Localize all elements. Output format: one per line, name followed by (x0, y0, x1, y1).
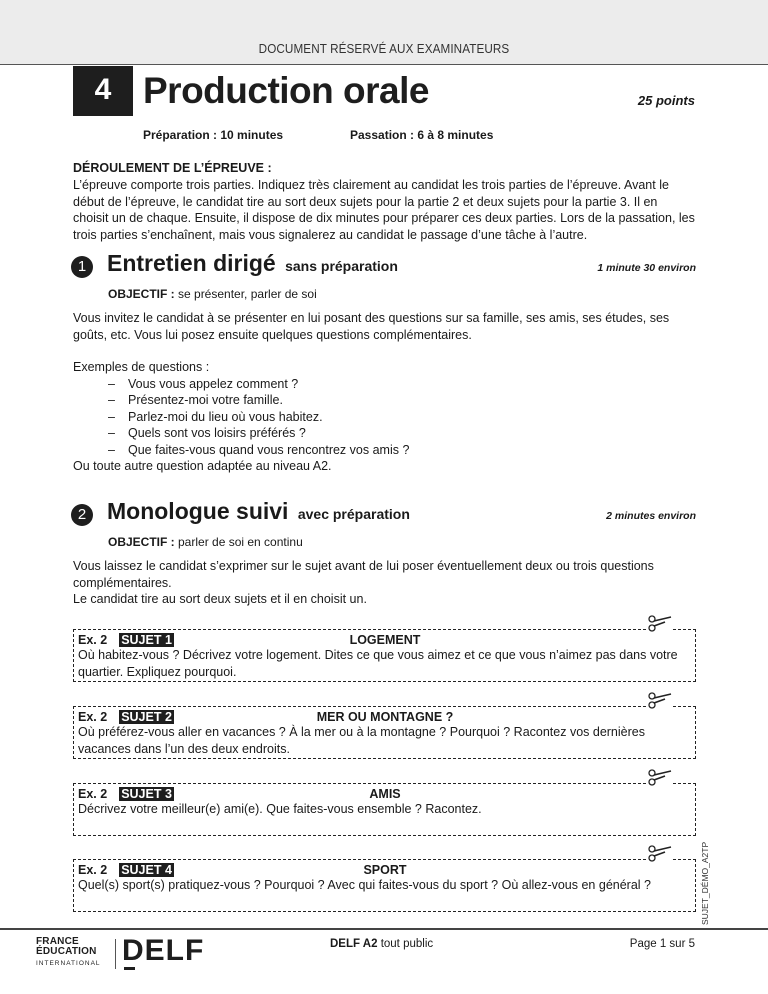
scissors-icon (647, 691, 673, 709)
sujet-card-2 (73, 706, 696, 759)
scissors-icon (647, 768, 673, 786)
delf-logo: DELF (122, 934, 205, 967)
footer-exam-label (330, 938, 433, 950)
section-subtitle: sans préparation (285, 258, 398, 274)
top-band (0, 0, 768, 65)
sujet-text: Où préférez-vous aller en vacances ? À la mer ou à la montagne ? Pourquoi ? Racontez vos dernières vacances dans l’un des deux endroits. (78, 725, 645, 756)
sujet-badge: SUJET 2 (121, 710, 172, 724)
deroulement-text: L’épreuve comporte trois parties. Indiquez très clairement au candidat les trois parties de l’épreuve. Avant le début de l’épreuve, le candidat tire au sort deux sujets pour la partie 2 et deux sujets pour la partie 3. Il en choisit un de chaque. Ensuite, il dispose de dix minutes pour préparer ces deux parties. Lors de la passation, les trois parties s’enchaînent, mais vous signalerez au candidat le passage d’une tâche à l’autre. (73, 178, 695, 242)
exercise-label: Ex. 2 (78, 863, 108, 877)
section-title-text: Entretien dirigé (107, 250, 276, 276)
sujet-text: Décrivez votre meilleur(e) ami(e). Que faites-vous ensemble ? Racontez. (78, 802, 482, 816)
page-title: Production orale (143, 70, 429, 111)
section-1-title (107, 250, 398, 277)
list-item: – Parlez-moi du lieu où vous habitez. (108, 409, 696, 426)
sujet-card-1 (73, 629, 696, 682)
sujet-title: LOGEMENT (349, 633, 421, 647)
list-item: – Quels sont vos loisirs préférés ? (108, 425, 696, 442)
section-2-intro (73, 558, 696, 608)
logo-line-2: ÉDUCATION (36, 946, 97, 957)
exercise-label: Ex. 2 (78, 787, 108, 801)
sujet-text: Quel(s) sport(s) pratiquez-vous ? Pourquoi ? Avec qui faites-vous du sport ? Où allez-vous en général ? (78, 878, 651, 892)
points-label: 25 points (637, 93, 695, 108)
part-number-box: 4 (73, 66, 133, 116)
objectif-text: se présenter, parler de soi (174, 287, 317, 301)
sujet-badge: SUJET 1 (121, 633, 172, 647)
section-1-time: 1 minute 30 environ (597, 262, 696, 274)
sujet-badge: SUJET 4 (121, 863, 172, 877)
section-2-intro-text-2: Le candidat tire au sort deux sujets et il en choisit un. (73, 592, 367, 606)
document-code: SUJET_DÉMO_A2TP (700, 841, 710, 925)
sujet-header (78, 632, 692, 647)
list-item: – Présentez-moi votre famille. (108, 392, 696, 409)
section-2-header (71, 498, 696, 528)
sujet-header (78, 709, 692, 724)
logo-line-3: INTERNATIONAL (36, 960, 101, 967)
footer-divider (0, 928, 768, 930)
examples-outro: Ou toute autre question adaptée au niveau A2. (73, 459, 332, 473)
section-subtitle: avec préparation (297, 506, 410, 522)
section-1-examples (73, 359, 696, 475)
section-2-intro-text: Vous laissez le candidat s’exprimer sur le sujet avant de lui poser éventuellement deux ou trois questions complémentaires. (73, 559, 654, 590)
sujet-text: Où habitez-vous ? Décrivez votre logement. Dites ce que vous aimez et ce que vous n’aimez pas dans votre quartier. Expliquez pourquoi. (78, 648, 678, 679)
scissors-icon (647, 614, 673, 632)
sujet-header (78, 786, 692, 801)
page-number: Page 1 sur 5 (629, 938, 695, 950)
question-list (108, 376, 696, 459)
list-item: – Que faites-vous quand vous rencontrez vos amis ? (108, 442, 696, 459)
sujet-title: MER OU MONTAGNE ? (316, 710, 454, 724)
exercise-label: Ex. 2 (78, 633, 108, 647)
section-number-icon: 2 (71, 504, 93, 526)
preparation-time: Préparation : 10 minutes (143, 128, 284, 142)
objectif-label: OBJECTIF : (108, 287, 175, 301)
scissors-icon (647, 844, 673, 862)
section-2-title (107, 498, 410, 525)
section-2-objectif (108, 535, 303, 549)
sujet-title: AMIS (369, 787, 401, 801)
logo-line-1: FRANCE (36, 936, 79, 947)
section-number-icon: 1 (71, 256, 93, 278)
sujet-card-4 (73, 859, 696, 912)
section-1-intro: Vous invitez le candidat à se présenter en lui posant des questions sur sa famille, ses amis, ses études, ses goûts, etc. Vous lui posez ensuite quelques questions complémentaires. (73, 311, 670, 342)
sujet-badge: SUJET 3 (121, 787, 172, 801)
section-1-header (71, 250, 696, 280)
exam-audience: tout public (377, 938, 434, 950)
objectif-label: OBJECTIF : (108, 535, 175, 549)
sujet-header (78, 862, 692, 877)
examples-label: Exemples de questions : (73, 360, 210, 374)
passation-time: Passation : 6 à 8 minutes (350, 128, 494, 142)
france-education-logo (36, 937, 101, 969)
reserved-label: DOCUMENT RÉSERVÉ AUX EXAMINATEURS (258, 41, 510, 56)
section-1-objectif (108, 287, 317, 301)
logo-divider (115, 939, 116, 969)
section-title-text: Monologue suivi (107, 498, 289, 524)
list-item: – Vous vous appelez comment ? (108, 376, 696, 393)
sujet-card-3 (73, 783, 696, 836)
exercise-label: Ex. 2 (78, 710, 108, 724)
objectif-text: parler de soi en continu (174, 535, 303, 549)
delf-logo-bar (124, 967, 135, 970)
deroulement-title: DÉROULEMENT DE L’ÉPREUVE : (73, 161, 272, 175)
section-2-time: 2 minutes environ (606, 510, 696, 522)
exam-level: DELF A2 (330, 938, 378, 950)
sujet-title: SPORT (363, 863, 407, 877)
